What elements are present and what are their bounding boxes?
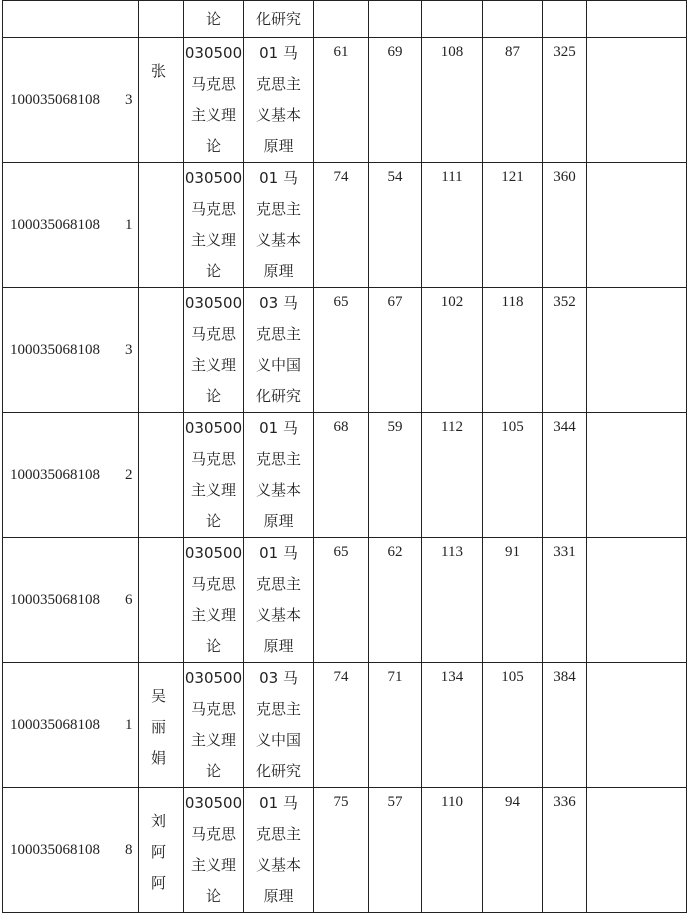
major-cell [184, 413, 244, 538]
direction-line: 化研究 [255, 762, 301, 780]
direction-line: 义基本 [255, 856, 301, 874]
major-line: 论 [205, 512, 221, 530]
cell-empty [314, 1, 369, 38]
major-line: 论 [205, 262, 221, 280]
table-row [3, 288, 687, 413]
major-line: 马克思 [190, 575, 236, 593]
direction-line: 义基本 [255, 106, 301, 124]
politics-score: 68 [314, 413, 369, 538]
major-cell [184, 788, 244, 913]
partial-top-row [3, 1, 687, 38]
remark-cell [587, 413, 687, 538]
table-row [3, 663, 687, 788]
politics-score: 74 [314, 663, 369, 788]
direction-line: 01 马 [259, 44, 298, 62]
direction-line: 原理 [263, 637, 294, 655]
course1-score: 134 [422, 663, 483, 788]
major-line: 030500 [184, 794, 243, 812]
course1-score: 113 [422, 538, 483, 663]
politics-score: 74 [314, 163, 369, 288]
table-row [3, 163, 687, 288]
course2-score: 105 [483, 663, 543, 788]
major-line: 马克思 [190, 700, 236, 718]
direction-line: 克思主 [255, 700, 301, 718]
student-name [151, 56, 166, 87]
direction-line: 01 马 [259, 544, 298, 562]
major-line: 030500 [184, 44, 243, 62]
seq-name-cell [125, 538, 184, 663]
seq-digit: 6 [125, 592, 133, 608]
english-score: 62 [369, 538, 422, 663]
seq-name-cell [125, 788, 184, 913]
major-line: 主义理 [190, 231, 236, 249]
major-line: 主义理 [190, 731, 236, 749]
exam-id-cell: 100035068108 [3, 163, 139, 288]
exam-id-cell: 100035068108 [3, 788, 139, 913]
english-score: 67 [369, 288, 422, 413]
major-cell [184, 38, 244, 163]
direction-line: 03 马 [259, 294, 298, 312]
course1-score: 111 [422, 163, 483, 288]
english-score: 59 [369, 413, 422, 538]
direction-line: 01 马 [259, 794, 298, 812]
direction-line: 原理 [263, 137, 294, 155]
direction-line: 原理 [263, 262, 294, 280]
direction-cell [244, 38, 314, 163]
direction-line: 克思主 [255, 825, 301, 843]
direction-cell [244, 538, 314, 663]
direction-line: 克思主 [255, 200, 301, 218]
exam-id-cell: 100035068108 [3, 288, 139, 413]
seq-digit: 1 [125, 717, 133, 733]
major-line: 主义理 [190, 106, 236, 124]
major-line: 030500 [184, 169, 243, 187]
seq-name-cell [125, 413, 184, 538]
english-score: 57 [369, 788, 422, 913]
major-cell: 论 [184, 1, 244, 38]
seq-digit: 2 [125, 467, 133, 483]
table-row [3, 788, 687, 913]
name-char: 阿 [151, 874, 167, 892]
politics-score: 61 [314, 38, 369, 163]
major-line: 主义理 [190, 481, 236, 499]
direction-line: 义中国 [255, 356, 301, 374]
total-score: 325 [543, 38, 587, 163]
course2-score: 87 [483, 38, 543, 163]
name-char: 刘 [151, 812, 167, 830]
seq-name-cell [125, 288, 184, 413]
major-line: 马克思 [190, 450, 236, 468]
direction-line: 克思主 [255, 325, 301, 343]
direction-line: 原理 [263, 887, 294, 905]
seq-digit: 3 [125, 92, 133, 108]
major-line: 030500 [184, 669, 243, 687]
exam-id-cell: 100035068108 [3, 663, 139, 788]
cell-empty [543, 1, 587, 38]
name-char: 阿 [151, 843, 167, 861]
major-line: 马克思 [190, 825, 236, 843]
major-line: 马克思 [190, 200, 236, 218]
table-row [3, 538, 687, 663]
course1-score: 112 [422, 413, 483, 538]
exam-id-cell: 100035068108 [3, 38, 139, 163]
direction-line: 01 马 [259, 419, 298, 437]
direction-cell: 化研究 [244, 1, 314, 38]
table-body [3, 1, 687, 913]
course1-score: 108 [422, 38, 483, 163]
cell-empty [369, 1, 422, 38]
cell-empty [483, 1, 543, 38]
seq-digit: 8 [125, 842, 133, 858]
politics-score: 65 [314, 538, 369, 663]
score-table [2, 0, 687, 913]
cell-empty [422, 1, 483, 38]
english-score: 69 [369, 38, 422, 163]
major-line: 论 [205, 762, 221, 780]
seq-name-cell [125, 38, 184, 163]
total-score: 384 [543, 663, 587, 788]
major-line: 030500 [184, 544, 243, 562]
name-char: 丽 [151, 718, 167, 736]
seq-digit: 3 [125, 342, 133, 358]
major-line: 论 [205, 887, 221, 905]
student-name [151, 681, 166, 774]
major-line: 主义理 [190, 856, 236, 874]
politics-score: 65 [314, 288, 369, 413]
major-cell [184, 538, 244, 663]
major-line: 论 [205, 637, 221, 655]
direction-cell [244, 788, 314, 913]
major-line: 030500 [184, 419, 243, 437]
total-score: 336 [543, 788, 587, 913]
table-row [3, 38, 687, 163]
exam-id-cell: 100035068108 [3, 538, 139, 663]
course2-score: 121 [483, 163, 543, 288]
remark-cell [587, 788, 687, 913]
direction-line: 克思主 [255, 75, 301, 93]
direction-line: 化研究 [255, 387, 301, 405]
remark-cell [587, 163, 687, 288]
major-line: 论 [205, 387, 221, 405]
direction-cell [244, 413, 314, 538]
major-line: 030500 [184, 294, 243, 312]
name-char: 娟 [151, 749, 167, 767]
direction-line: 义基本 [255, 606, 301, 624]
direction-line: 克思主 [255, 575, 301, 593]
major-line: 主义理 [190, 356, 236, 374]
total-score: 331 [543, 538, 587, 663]
seq-digit: 1 [125, 217, 133, 233]
cell-empty [139, 1, 184, 38]
total-score: 360 [543, 163, 587, 288]
direction-line: 03 马 [259, 669, 298, 687]
major-line: 马克思 [190, 75, 236, 93]
course1-score: 110 [422, 788, 483, 913]
course2-score: 91 [483, 538, 543, 663]
direction-line: 克思主 [255, 450, 301, 468]
direction-line: 01 马 [259, 169, 298, 187]
major-cell [184, 163, 244, 288]
direction-line: 义基本 [255, 231, 301, 249]
course2-score: 94 [483, 788, 543, 913]
name-char: 张 [151, 62, 167, 80]
seq-name-cell [125, 663, 184, 788]
cell-empty [3, 1, 139, 38]
english-score: 71 [369, 663, 422, 788]
remark-cell [587, 663, 687, 788]
seq-name-cell [125, 163, 184, 288]
remark-cell [587, 288, 687, 413]
major-line: 主义理 [190, 606, 236, 624]
total-score: 352 [543, 288, 587, 413]
name-char: 吴 [151, 687, 167, 705]
remark-cell [587, 538, 687, 663]
table-row [3, 413, 687, 538]
cell-empty [587, 1, 687, 38]
direction-cell [244, 288, 314, 413]
total-score: 344 [543, 413, 587, 538]
politics-score: 75 [314, 788, 369, 913]
student-name [151, 806, 166, 899]
direction-line: 义基本 [255, 481, 301, 499]
major-line: 论 [205, 137, 221, 155]
exam-id-cell: 100035068108 [3, 413, 139, 538]
remark-cell [587, 38, 687, 163]
direction-cell [244, 663, 314, 788]
direction-line: 原理 [263, 512, 294, 530]
major-cell [184, 288, 244, 413]
english-score: 54 [369, 163, 422, 288]
course1-score: 102 [422, 288, 483, 413]
course2-score: 118 [483, 288, 543, 413]
direction-cell [244, 163, 314, 288]
course2-score: 105 [483, 413, 543, 538]
major-cell [184, 663, 244, 788]
major-line: 马克思 [190, 325, 236, 343]
direction-line: 义中国 [255, 731, 301, 749]
